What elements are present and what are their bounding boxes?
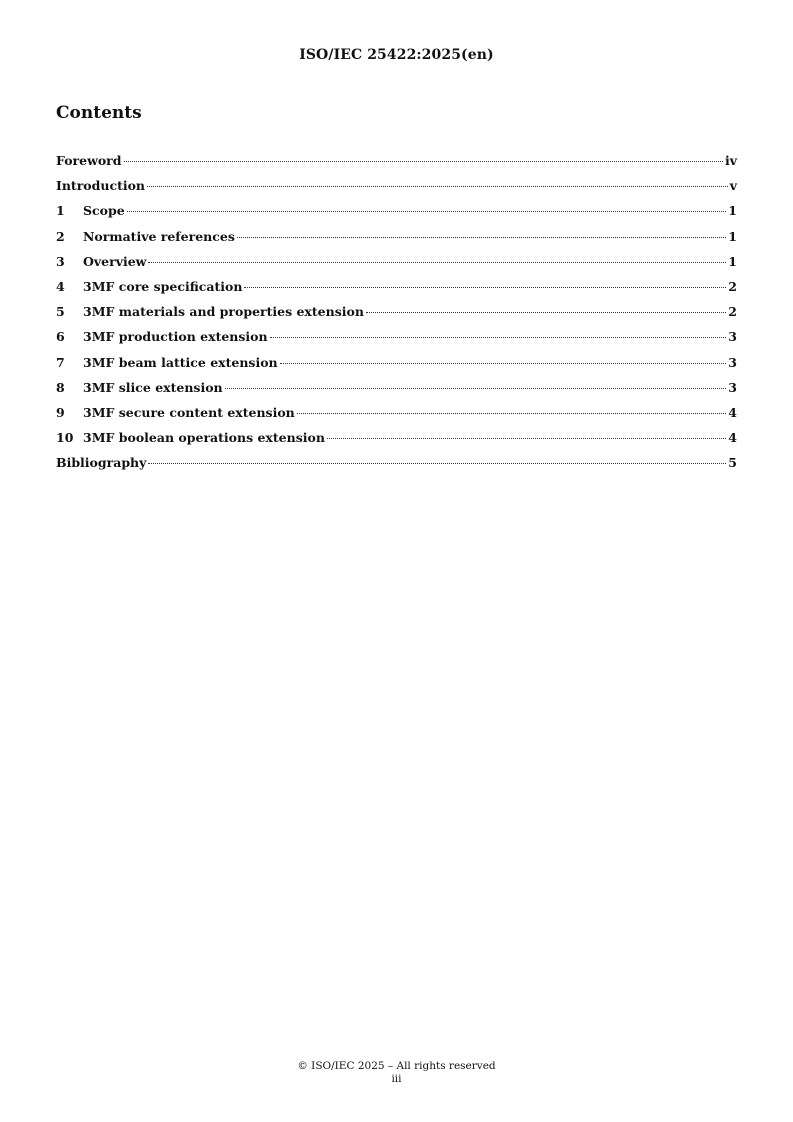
toc-entry-page: 2 xyxy=(728,304,737,320)
toc-entry-boolean-operations[interactable] xyxy=(56,427,737,452)
toc-entry-number: 6 xyxy=(56,329,65,345)
toc-entry-introduction[interactable] xyxy=(56,175,737,200)
toc-entry-label: 3MF beam lattice extension xyxy=(83,354,278,370)
toc-entry-secure-content[interactable] xyxy=(56,402,737,427)
copyright-notice: © ISO/IEC 2025 – All rights reserved xyxy=(297,1060,496,1072)
toc-entry-number: 2 xyxy=(56,228,65,244)
toc-leader-dots xyxy=(280,363,727,364)
toc-leader-dots xyxy=(148,463,726,464)
toc-entry-number: 4 xyxy=(56,278,65,294)
toc-entry-page: 3 xyxy=(728,379,737,395)
toc-entry-label: Normative references xyxy=(83,228,235,244)
toc-entry-number: 9 xyxy=(56,404,65,420)
toc-entry-label: 3MF slice extension xyxy=(83,379,223,395)
toc-entry-label: Scope xyxy=(83,203,125,219)
toc-entry-beam-lattice[interactable] xyxy=(56,352,737,377)
toc-leader-dots xyxy=(327,438,726,439)
toc-entry-core-specification[interactable] xyxy=(56,276,737,301)
toc-entry-page: 3 xyxy=(728,329,737,345)
toc-entry-label: 3MF secure content extension xyxy=(83,404,295,420)
toc-leader-dots xyxy=(297,413,727,414)
toc-entry-production-extension[interactable] xyxy=(56,326,737,351)
contents-title: Contents xyxy=(56,103,142,123)
toc-entry-page: iv xyxy=(724,153,737,168)
toc-entry-label: Bibliography xyxy=(56,455,147,471)
toc-leader-dots xyxy=(147,186,728,187)
toc-entry-page: 3 xyxy=(728,354,737,370)
toc-entry-page: 5 xyxy=(728,455,737,471)
toc-entry-page: v xyxy=(729,178,737,194)
toc-entry-label: 3MF materials and properties extension xyxy=(83,304,364,320)
toc-leader-dots xyxy=(127,211,727,212)
toc-leader-dots xyxy=(124,161,723,162)
page-footer xyxy=(0,1060,793,1086)
toc-entry-page: 1 xyxy=(728,253,737,269)
table-of-contents xyxy=(56,150,737,477)
toc-entry-label: Overview xyxy=(83,253,147,269)
toc-entry-normative-references[interactable] xyxy=(56,226,737,251)
toc-entry-number: 5 xyxy=(56,304,65,320)
toc-entry-slice-extension[interactable] xyxy=(56,377,737,402)
toc-entry-materials-properties[interactable] xyxy=(56,301,737,326)
toc-leader-dots xyxy=(225,388,727,389)
toc-entry-number: 7 xyxy=(56,354,65,370)
toc-leader-dots xyxy=(148,262,726,263)
toc-entry-number: 10 xyxy=(56,430,74,446)
toc-entry-label: 3MF core specification xyxy=(83,278,243,294)
toc-entry-page: 4 xyxy=(728,430,737,446)
toc-entry-scope[interactable] xyxy=(56,200,737,225)
toc-entry-foreword[interactable] xyxy=(56,150,737,175)
toc-entry-page: 1 xyxy=(728,203,737,219)
toc-entry-number: 3 xyxy=(56,253,65,269)
toc-entry-page: 1 xyxy=(728,228,737,244)
toc-entry-number: 8 xyxy=(56,379,65,395)
toc-leader-dots xyxy=(244,287,726,288)
toc-leader-dots xyxy=(366,312,726,313)
page-number: iii xyxy=(391,1073,402,1085)
toc-entry-overview[interactable] xyxy=(56,251,737,276)
toc-entry-page: 2 xyxy=(728,278,737,294)
toc-entry-bibliography[interactable] xyxy=(56,452,737,477)
toc-entry-label: Foreword xyxy=(56,153,122,168)
toc-entry-label: 3MF production extension xyxy=(83,329,268,345)
toc-leader-dots xyxy=(237,237,726,238)
toc-entry-page: 4 xyxy=(728,404,737,420)
toc-leader-dots xyxy=(270,337,727,338)
document-header: ISO/IEC 25422:2025(en) xyxy=(299,47,494,63)
toc-entry-number: 1 xyxy=(56,203,65,219)
toc-entry-label: 3MF boolean operations extension xyxy=(83,430,325,446)
toc-entry-label: Introduction xyxy=(56,178,146,194)
